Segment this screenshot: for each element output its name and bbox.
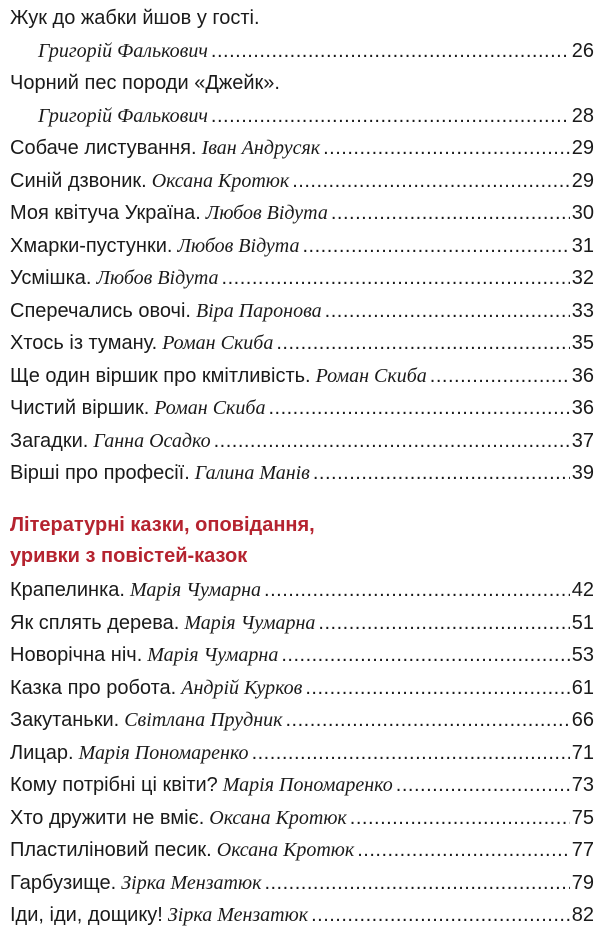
entry-page-number: 39 (571, 462, 594, 484)
entry-title: Хтось із туману. (10, 332, 158, 354)
toc-entry[interactable] (0, 574, 600, 607)
entry-author: Любов Відута (205, 202, 328, 224)
entry-page-number: 75 (571, 806, 594, 829)
dot-leader (303, 230, 570, 263)
entry-author: Андрій Курков (181, 676, 303, 699)
entry-page-number: 28 (571, 104, 594, 127)
entry-page-number: 36 (571, 397, 594, 419)
toc-entry[interactable] (0, 834, 600, 867)
entry-page-number: 51 (571, 611, 594, 634)
dot-leader (305, 672, 569, 705)
toc-entry[interactable] (0, 457, 600, 490)
entry-author: Роман Скиба (162, 332, 274, 354)
entry-title: Закутаньки. (10, 709, 120, 731)
dot-leader (430, 360, 570, 393)
entry-author: Оксана Кротюк (216, 839, 355, 861)
entry-author: Галина Манів (194, 462, 310, 484)
entry-page-number: 66 (571, 709, 594, 731)
section-heading-line-1: Літературні казки, оповідання, (10, 514, 315, 536)
entry-author: Марія Чумарна (129, 579, 262, 601)
toc-entry[interactable] (0, 425, 600, 458)
dot-leader (396, 769, 570, 802)
entry-page-number: 77 (571, 839, 594, 861)
toc-entry[interactable] (0, 802, 600, 835)
entry-author: Оксана Кротюк (209, 806, 347, 829)
dot-leader (214, 425, 570, 458)
dot-leader (264, 867, 569, 900)
entry-page-number: 32 (571, 267, 594, 289)
entry-title: Хто дружити не вміє. (10, 806, 205, 829)
entry-author: Іван Андрусяк (201, 137, 321, 159)
toc-entry[interactable] (0, 672, 600, 705)
entry-title: Новорічна ніч. (10, 644, 143, 666)
toc-entry[interactable] (0, 35, 600, 68)
entry-page-number: 82 (571, 904, 594, 926)
entry-title: Ще один віршик про кмітливість. (10, 364, 311, 387)
dot-leader (276, 327, 569, 360)
entry-page-number: 30 (571, 202, 594, 224)
entry-page-number: 29 (571, 137, 594, 159)
toc-entry[interactable] (0, 132, 600, 165)
entry-title: Хмарки-пустунки. (10, 234, 173, 257)
entry-author: Григорій Фалькович (38, 104, 208, 127)
toc-entry[interactable] (0, 100, 600, 133)
entry-author: Марія Чумарна (147, 644, 279, 666)
toc-entry[interactable] (0, 197, 600, 230)
entry-title: Гарбузище. (10, 871, 117, 894)
entry-author: Віра Паронова (195, 299, 322, 322)
entry-page-number: 31 (571, 234, 594, 257)
entry-title: Пластиліновий песик. (10, 839, 212, 861)
entry-page-number: 35 (571, 332, 594, 354)
toc-entry[interactable] (0, 867, 600, 900)
entry-page-number: 42 (571, 579, 594, 601)
entry-title: Чорний пес породи «Джейк». (10, 72, 280, 94)
entry-author: Зірка Мензатюк (121, 871, 262, 894)
entry-page-number: 26 (571, 39, 594, 62)
dot-leader (281, 639, 569, 672)
section-heading (0, 510, 600, 572)
entry-author: Любов Відута (96, 267, 219, 289)
dot-leader (292, 165, 570, 198)
toc-list-tales (0, 574, 600, 932)
entry-title: Моя квітуча Україна. (10, 202, 201, 224)
entry-author: Роман Скиба (315, 364, 427, 387)
toc-entry[interactable] (0, 2, 600, 35)
dot-leader (313, 457, 570, 490)
entry-author: Роман Скиба (154, 397, 266, 419)
entry-title: Як сплять дерева. (10, 611, 180, 634)
entry-title: Казка про робота. (10, 676, 177, 699)
toc-entry[interactable] (0, 230, 600, 263)
entry-page-number: 73 (571, 774, 594, 796)
entry-title: Чистий віршик. (10, 397, 150, 419)
entry-author: Ганна Осадко (93, 429, 211, 452)
entry-author: Зірка Мензатюк (167, 904, 309, 926)
entry-title: Усмішка. (10, 267, 92, 289)
dot-leader (318, 607, 569, 640)
entry-author: Григорій Фалькович (38, 39, 208, 62)
toc-entry[interactable] (0, 899, 600, 932)
dot-leader (357, 834, 570, 867)
toc-entry[interactable] (0, 704, 600, 737)
entry-title: Жук до жабки йшов у гості. (10, 7, 260, 29)
entry-title: Іди, іди, дощику! (10, 904, 163, 926)
dot-leader (268, 392, 569, 425)
dot-leader (252, 737, 570, 770)
entry-page-number: 36 (571, 364, 594, 387)
toc-entry[interactable] (0, 165, 600, 198)
toc-entry[interactable] (0, 639, 600, 672)
entry-author: Оксана Кротюк (151, 169, 290, 192)
dot-leader (211, 35, 570, 68)
entry-author: Світлана Прудник (124, 709, 283, 731)
entry-title: Синій дзвоник. (10, 169, 147, 192)
dot-leader (211, 100, 570, 133)
entry-page-number: 33 (571, 299, 594, 322)
entry-page-number: 53 (571, 644, 594, 666)
entry-title: Загадки. (10, 429, 89, 452)
entry-author: Любов Відута (177, 234, 300, 257)
entry-title: Вірші про професії. (10, 462, 190, 484)
toc-entry[interactable] (0, 327, 600, 360)
entry-page-number: 37 (571, 429, 594, 452)
toc-entry[interactable] (0, 769, 600, 802)
entry-page-number: 71 (571, 741, 594, 764)
entry-title: Лицар. (10, 741, 74, 764)
entry-page-number: 61 (571, 676, 594, 699)
section-heading-line-2: уривки з повістей-казок (10, 545, 248, 567)
entry-title: Собаче листування. (10, 137, 197, 159)
dot-leader (325, 295, 570, 328)
toc-entry[interactable] (0, 295, 600, 328)
toc-entry[interactable] (0, 262, 600, 295)
toc-list-poems (0, 2, 600, 490)
dot-leader (323, 132, 570, 165)
entry-author: Марія Пономаренко (222, 774, 393, 796)
entry-author: Марія Пономаренко (78, 741, 249, 764)
entry-author: Марія Чумарна (184, 611, 316, 634)
dot-leader (350, 802, 570, 835)
toc-entry[interactable] (0, 360, 600, 393)
toc-entry[interactable] (0, 392, 600, 425)
toc-entry[interactable] (0, 737, 600, 770)
entry-page-number: 29 (571, 169, 594, 192)
toc-entry[interactable] (0, 67, 600, 100)
toc-entry[interactable] (0, 607, 600, 640)
entry-page-number: 79 (571, 871, 594, 894)
entry-title: Кому потрібні ці квіти? (10, 774, 218, 796)
entry-title: Крапелинка. (10, 579, 125, 601)
dot-leader (222, 262, 570, 295)
dot-leader (286, 704, 570, 737)
dot-leader (311, 899, 570, 932)
dot-leader (331, 197, 570, 230)
dot-leader (264, 574, 570, 607)
entry-title: Сперечались овочі. (10, 299, 191, 322)
